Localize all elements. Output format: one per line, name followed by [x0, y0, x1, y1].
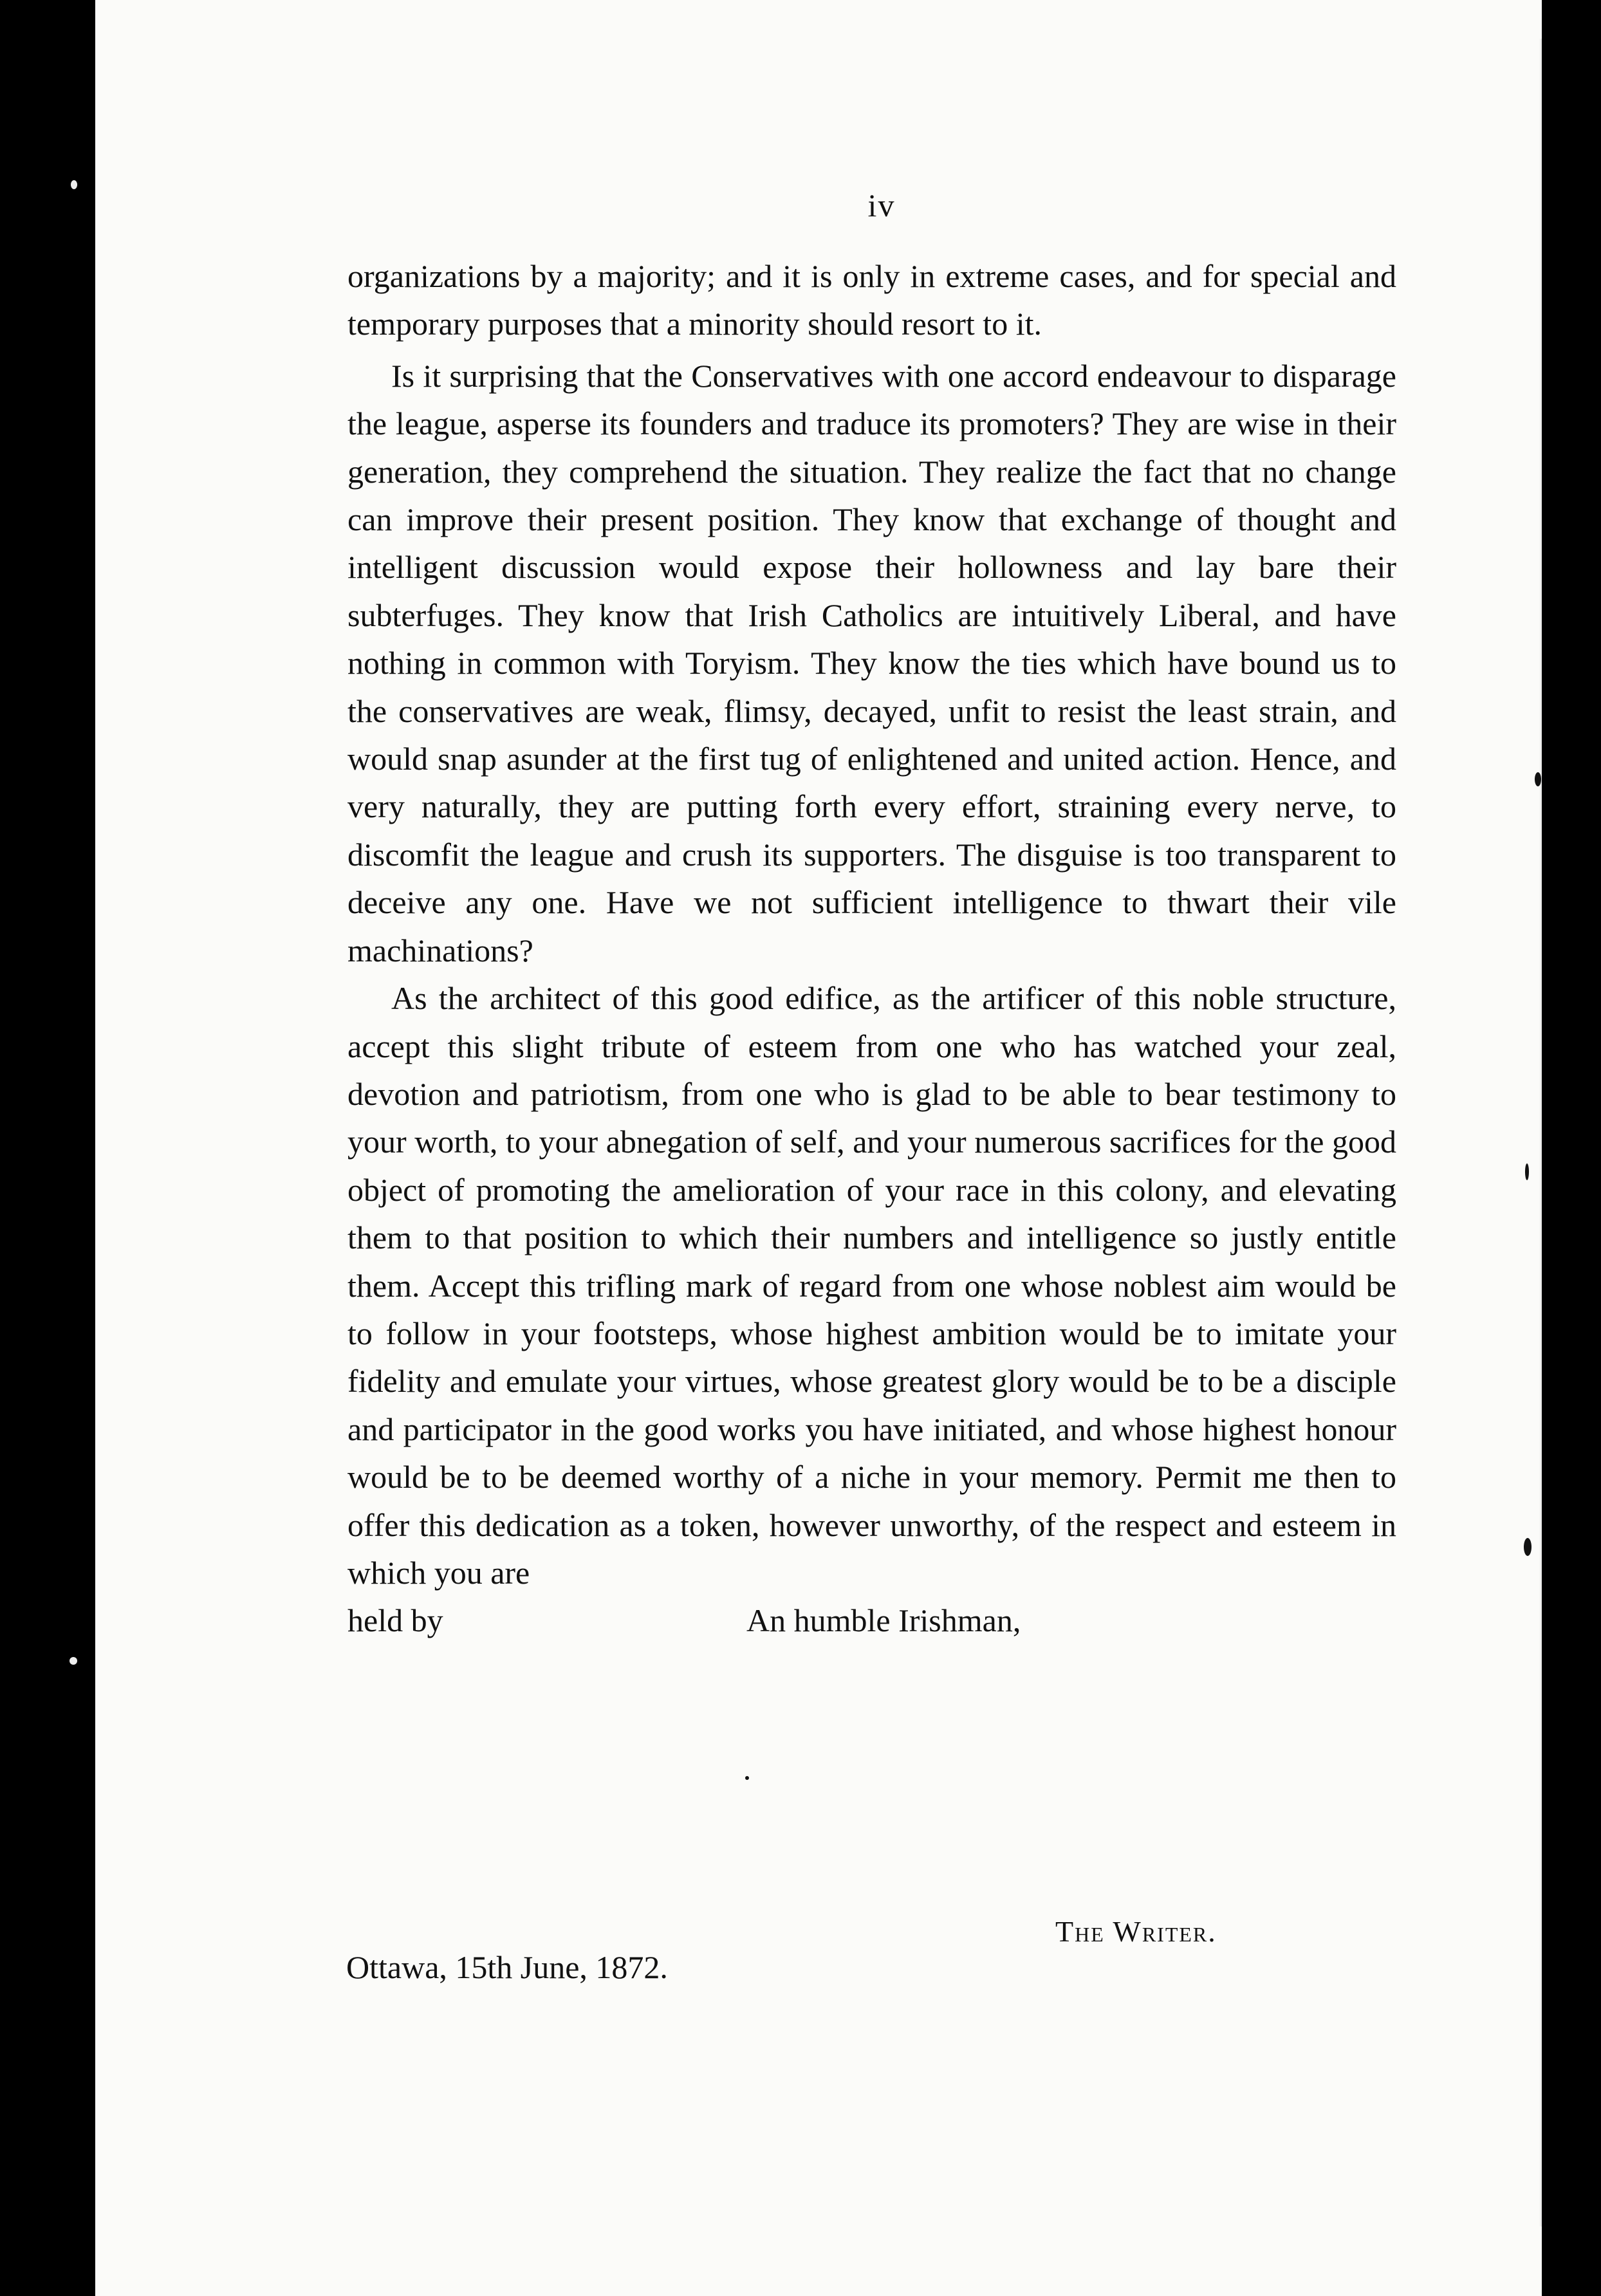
paragraph-conservatives: Is it surprising that the Conservatives with one accord endeavour to disparage the league, asperse its founders and traduce its promoters? They are wise in their generation, they comprehend the situation. They realize the fact that no change can improve their present position. They know that exchange of thought and intelligent discussion would expose their hollowness and lay bare their subterfuges. They know that Irish Catholics are intuitively Liberal, and have nothing in common with Toryism. They know the ties which have bound us to the conservatives are weak, flimsy, decayed, unfit to resist the least strain, and would snap asunder at the first tug of enlightened and united action. Hence, and very naturally, they are putting forth every effort, straining every nerve, to discomfit the league and crush its supporters. The disguise is too transparent to deceive any one. Have we not sufficient intelligence to thwart their vile machinations? [347, 357, 1396, 968]
signature: The Writer. [1055, 1915, 1217, 1948]
page-number: iv [867, 187, 896, 223]
scan-speck [1535, 772, 1541, 786]
paragraph-continuation: organizations by a majority; and it is only in extreme cases, and for special and temporary purposes that a minority should resort to it. [347, 258, 1396, 342]
body-text [347, 252, 1396, 1644]
closing-line [347, 1597, 1396, 1644]
scan-speck [1524, 1538, 1532, 1556]
scan-speck [1525, 1163, 1529, 1180]
scan-border-right [1542, 0, 1601, 2296]
held-by-text: held by [347, 1602, 443, 1639]
scan-speck [745, 1776, 749, 1780]
paragraph-dedication: As the architect of this good edifice, as the artificer of this noble structure, accept this slight tribute of esteem from one who has watched your zeal, devotion and patriotism, from one who is glad to be able to bear testimony to your worth, to your abnegation of self, and your numerous sacrifices for the good object of promoting the amelioration of your race in this colony, and elevating them to that position to which their numbers and intelligence so justly entitle them. Accept this trifling mark of regard from one whose noblest aim would be to follow in your footsteps, whose highest ambition would be to imitate your fidelity and emulate your virtues, whose greatest glory would be to be a disciple and participator in the good works you have initiated, and whose highest honour would be to be deemed worthy of a niche in your memory. Permit me then to offer this dedication as a token, however unworthy, of the respect and esteem in which you are [347, 980, 1396, 1591]
dateline: Ottawa, 15th June, 1872. [346, 1949, 668, 1985]
scan-speck [69, 1657, 77, 1665]
closing-salutation: An humble Irishman, [746, 1602, 1021, 1639]
